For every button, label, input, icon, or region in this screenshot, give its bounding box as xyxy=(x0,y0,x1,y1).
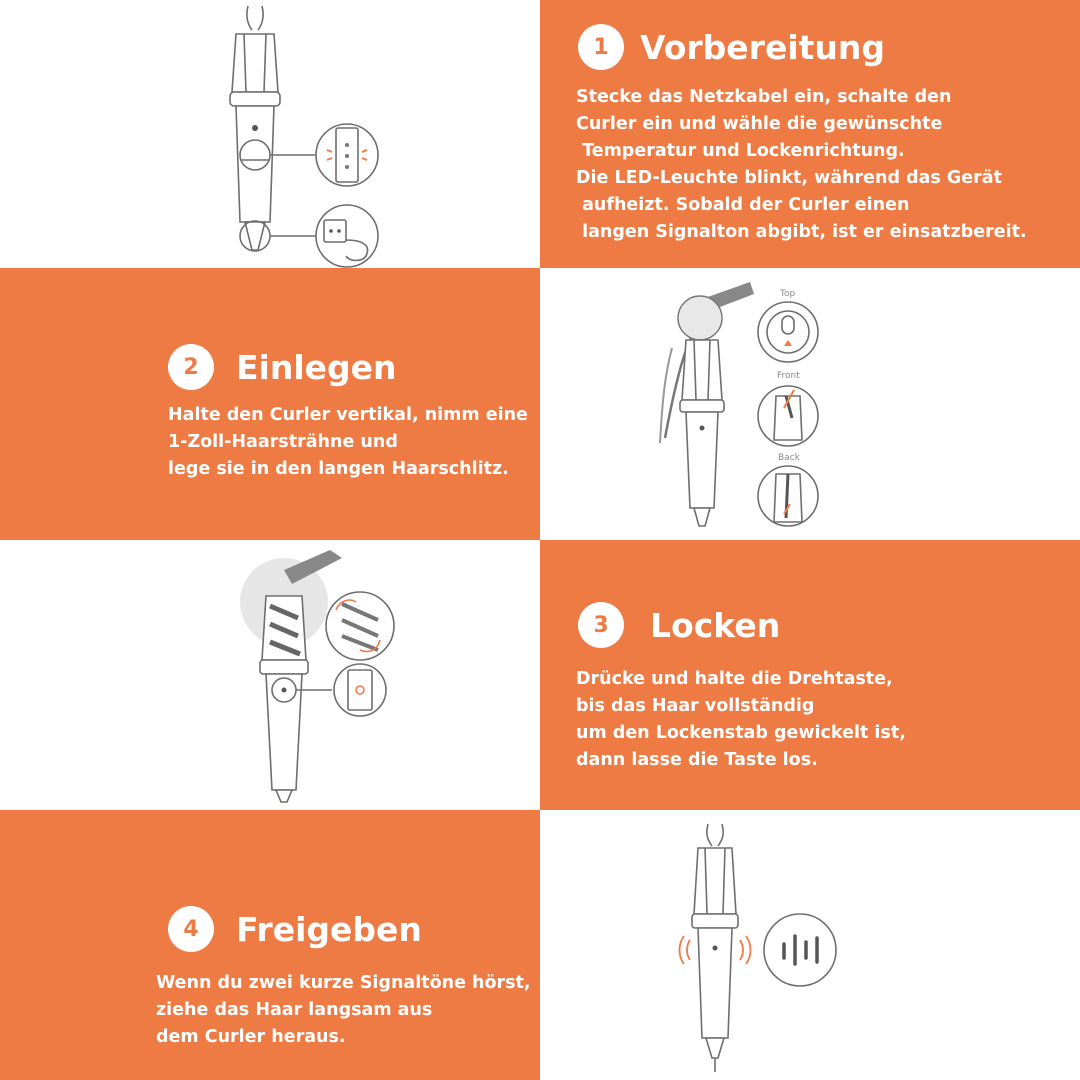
top-label: Top xyxy=(780,289,796,299)
step-4-illustration xyxy=(540,810,1080,1080)
step-3-line: um den Lockenstab gewickelt ist, xyxy=(576,723,906,743)
step-2-line: lege sie in den langen Haarschlitz. xyxy=(168,459,509,479)
step-3-title: Locken xyxy=(650,605,781,645)
step-4-description xyxy=(156,970,531,1051)
step-2-line: Halte den Curler vertikal, nimm eine xyxy=(168,405,528,425)
step-1-description xyxy=(576,84,1027,246)
step-3-line: Drücke und halte die Drehtaste, xyxy=(576,669,893,689)
step-3-description xyxy=(576,666,906,774)
step-1-panel xyxy=(540,0,1080,268)
step-4-panel xyxy=(0,810,540,1080)
step-2-line: 1-Zoll-Haarsträhne und xyxy=(168,432,398,452)
step-1-title: Vorbereitung xyxy=(640,27,886,67)
release-illustration xyxy=(540,810,1080,1080)
step-1-line: langen Signalton abgibt, ist er einsatzbereit. xyxy=(576,222,1027,242)
step-1-line: Temperatur und Lockenrichtung. xyxy=(576,141,905,161)
step-3-line: bis das Haar vollständig xyxy=(576,696,815,716)
step-3-panel xyxy=(540,540,1080,810)
step-2-panel xyxy=(0,268,540,540)
step-4-number: 4 xyxy=(168,906,214,952)
step-3-heading xyxy=(578,602,780,648)
step-4-line: ziehe das Haar langsam aus xyxy=(156,1000,433,1020)
step-3-line: dann lasse die Taste los. xyxy=(576,750,818,770)
step-1-heading xyxy=(578,24,885,70)
curling-illustration xyxy=(0,540,540,810)
step-1-number: 1 xyxy=(578,24,624,70)
step-4-title: Freigeben xyxy=(236,909,422,949)
hair-slot-illustration xyxy=(540,268,1080,540)
step-2-number: 2 xyxy=(168,344,214,390)
front-label: Front xyxy=(777,371,800,381)
back-label: Back xyxy=(778,453,800,463)
step-4-line: Wenn du zwei kurze Signaltöne hörst, xyxy=(156,973,531,993)
curler-illustration xyxy=(0,0,540,268)
step-1-line: aufheizt. Sobald der Curler einen xyxy=(576,195,910,215)
step-1-line: Die LED-Leuchte blinkt, während das Gerät xyxy=(576,168,1002,188)
step-3-number: 3 xyxy=(578,602,624,648)
step-1-illustration xyxy=(0,0,540,268)
hair-slot-front-view xyxy=(758,386,818,446)
step-2-heading xyxy=(168,344,397,390)
step-4-line: dem Curler heraus. xyxy=(156,1027,346,1047)
step-2-title: Einlegen xyxy=(236,347,397,387)
sound-signal-icon xyxy=(764,914,836,986)
step-4-heading xyxy=(168,906,422,952)
step-2-description xyxy=(168,402,528,483)
step-3-illustration xyxy=(0,540,540,810)
step-2-illustration xyxy=(540,268,1080,540)
step-1-line: Curler ein und wähle die gewünschte xyxy=(576,114,943,134)
step-1-line: Stecke das Netzkabel ein, schalte den xyxy=(576,87,952,107)
